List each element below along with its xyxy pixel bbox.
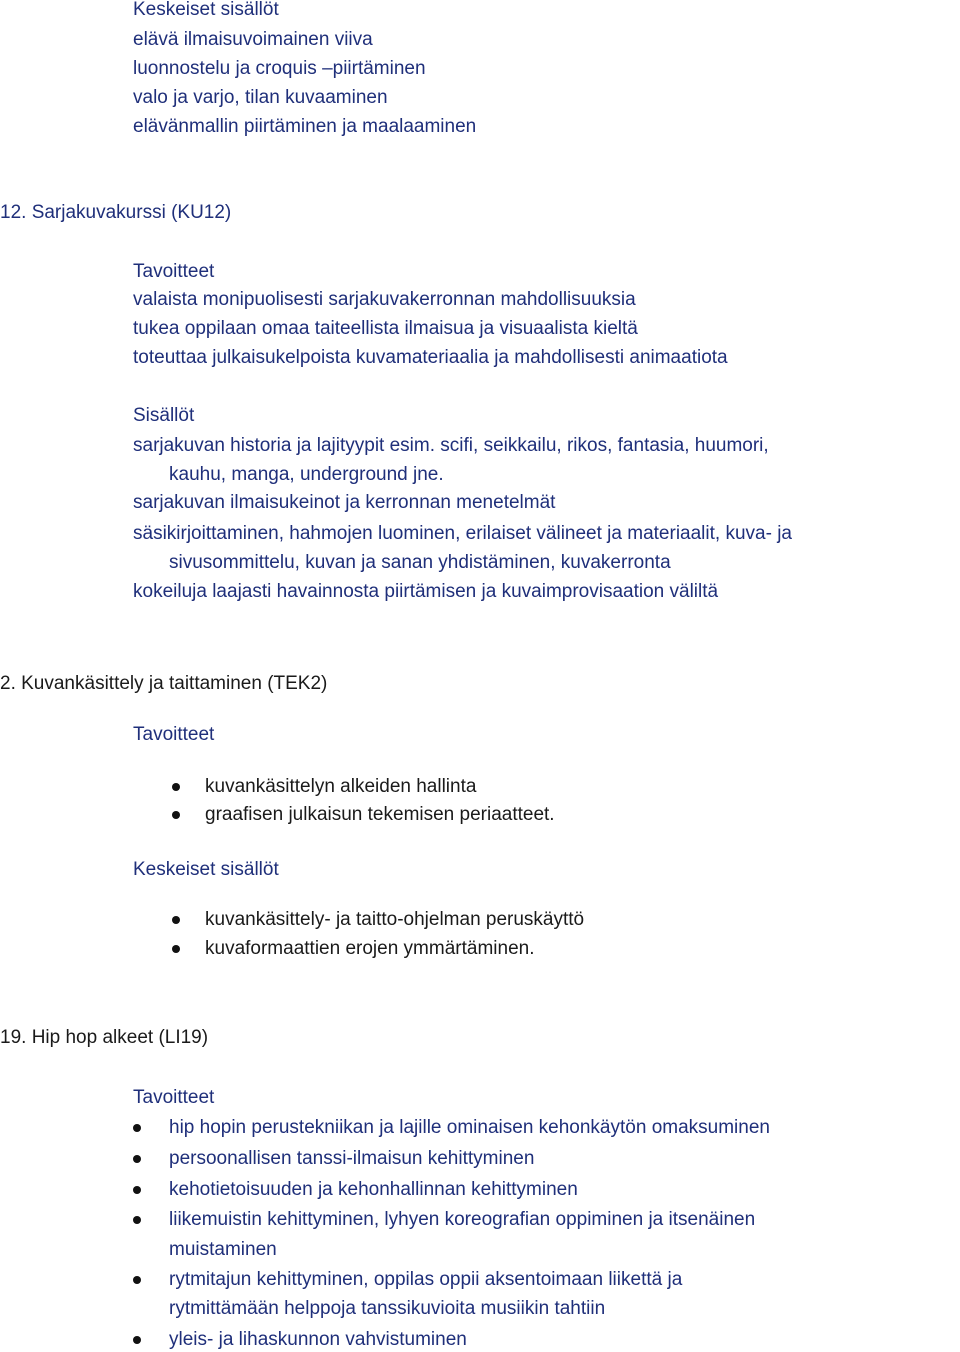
list-item: hip hopin perustekniikan ja lajille ominaisen kehonkäytön omaksuminen — [169, 1117, 770, 1138]
bullet-icon — [133, 1216, 141, 1224]
list-item: persoonallisen tanssi-ilmaisun kehittyminen — [169, 1148, 535, 1169]
list-item: kuvankäsittelyn alkeiden hallinta — [205, 776, 477, 797]
list-item-continuation: sivusommittelu, kuvan ja sanan yhdistäminen, kuvakerronta — [169, 552, 671, 573]
contents-heading: Keskeiset sisällöt — [133, 859, 279, 880]
list-item: valaista monipuolisesti sarjakuvakerronnan mahdollisuuksia — [133, 289, 636, 310]
list-item: kehotietoisuuden ja kehonhallinnan kehittyminen — [169, 1179, 578, 1200]
list-item-continuation: muistaminen — [169, 1239, 277, 1260]
contents-heading: Sisällöt — [133, 405, 195, 426]
list-item: kuvankäsittely- ja taitto-ohjelman peruskäyttö — [205, 909, 585, 930]
list-item: liikemuistin kehittyminen, lyhyen koreografian oppiminen ja itsenäinen — [169, 1209, 756, 1230]
list-item: tukea oppilaan omaa taiteellista ilmaisua ja visuaalista kieltä — [133, 318, 638, 339]
course-title: 19. Hip hop alkeet (LI19) — [0, 1027, 209, 1048]
list-item: rytmitajun kehittyminen, oppilas oppii aksentoimaan liikettä ja — [169, 1269, 683, 1290]
section-heading: Keskeiset sisällöt — [133, 0, 279, 20]
course-title: 12. Sarjakuvakurssi (KU12) — [0, 202, 232, 223]
list-item-continuation: rytmittämään helppoja tanssikuvioita musiikin tahtiin — [169, 1298, 606, 1319]
goals-heading: Tavoitteet — [133, 261, 215, 282]
list-item: toteuttaa julkaisukelpoista kuvamateriaalia ja mahdollisesti animaatiota — [133, 347, 728, 368]
list-item: elävänmallin piirtäminen ja maalaaminen — [133, 116, 477, 137]
bullet-icon — [133, 1276, 141, 1284]
list-item: kuvaformaattien erojen ymmärtäminen. — [205, 938, 535, 959]
bullet-icon — [133, 1124, 141, 1132]
bullet-icon — [133, 1336, 141, 1344]
list-item: sarjakuvan historia ja lajityypit esim. scifi, seikkailu, rikos, fantasia, huumori, — [133, 435, 769, 456]
list-item: valo ja varjo, tilan kuvaaminen — [133, 87, 388, 108]
goals-heading: Tavoitteet — [133, 724, 215, 745]
list-item: sarjakuvan ilmaisukeinot ja kerronnan menetelmät — [133, 492, 556, 513]
bullet-icon — [172, 916, 180, 924]
bullet-icon — [133, 1155, 141, 1163]
bullet-icon — [133, 1186, 141, 1194]
list-item: säsikirjoittaminen, hahmojen luominen, erilaiset välineet ja materiaalit, kuva- ja — [133, 523, 792, 544]
list-item: elävä ilmaisuvoimainen viiva — [133, 29, 373, 50]
list-item: yleis- ja lihaskunnon vahvistuminen — [169, 1329, 467, 1350]
course-title: 2. Kuvankäsittely ja taittaminen (TEK2) — [0, 673, 328, 694]
list-item: luonnostelu ja croquis –piirtäminen — [133, 58, 426, 79]
list-item: kokeiluja laajasti havainnosta piirtämisen ja kuvaimprovisaation väliltä — [133, 581, 719, 602]
bullet-icon — [172, 783, 180, 791]
list-item-continuation: kauhu, manga, underground jne. — [169, 464, 444, 485]
bullet-icon — [172, 811, 180, 819]
list-item: graafisen julkaisun tekemisen periaatteet. — [205, 804, 555, 825]
goals-heading: Tavoitteet — [133, 1087, 215, 1108]
bullet-icon — [172, 945, 180, 953]
